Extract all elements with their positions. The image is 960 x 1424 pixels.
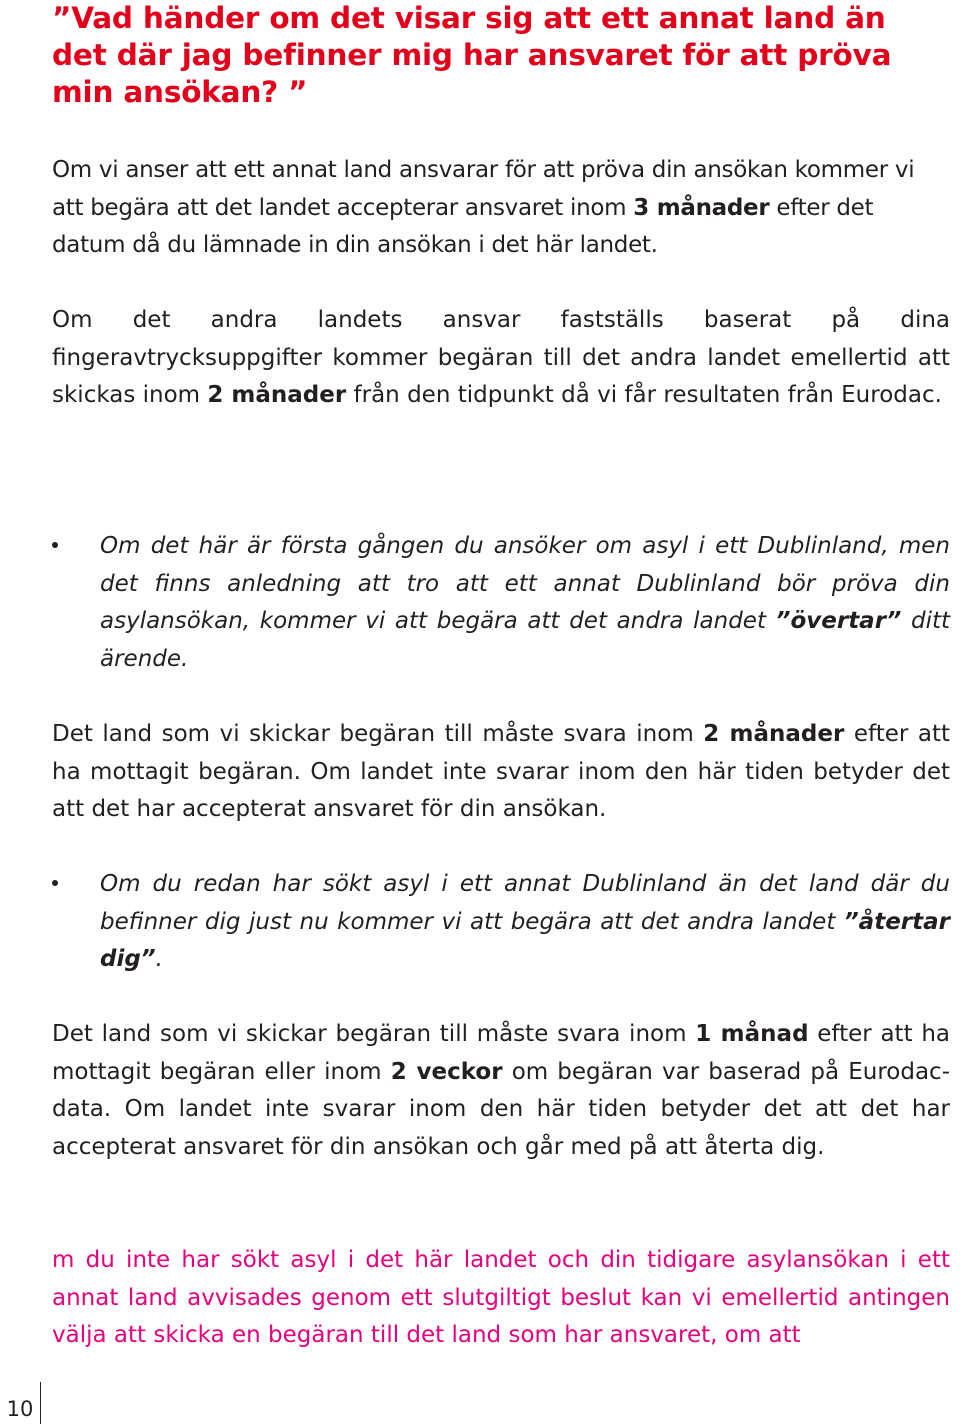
bullet-text (100, 866, 950, 979)
paragraph-rejected-application: m du inte har sökt asyl i det här landet och din tidigare asylansökan i ett annat land avvisades genom ett slutgiltigt beslut kan vi emellertid antingen välja att skicka en begäran till det land som har ansvaret, om att (52, 1247, 950, 1348)
bullet-dot (52, 880, 58, 886)
term-emphasis: ”återtar dig” (100, 908, 950, 972)
paragraph-text: Om det andra landets ansvar fastställs baserat på dina fingeravtrycksuppgifter kommer begäran till det andra landet emellertid att skickas inom (52, 307, 950, 408)
paragraph-text: efter att ha mottagit begäran eller inom (52, 1021, 951, 1085)
bullet-text-part: ditt ärende. (100, 608, 950, 672)
paragraph-text: Det land som vi skickar begäran till måste svara inom (52, 1021, 696, 1047)
bullet-text-part: Om det här är första gången du ansöker om asyl i ett Dublinland, men det finns anledning att tro att ett annat Dublinland bör pröva din asylansökan, kommer vi att begära att det andra landet (100, 533, 950, 634)
bullet-text-part: . (155, 946, 163, 972)
section-heading: ”Vad händer om det visar sig att ett annat land än det där jag befinner mig har ansvaret för att pröva min ansökan? ” (52, 1, 892, 109)
deadline-emphasis: 2 månader (207, 382, 347, 408)
bullet-dot (52, 542, 58, 548)
deadline-emphasis: 1 månad (695, 1021, 809, 1047)
paragraph-text: Det land som vi skickar begäran till måste svara inom (52, 721, 704, 747)
paragraph-text: om begäran var baserad på Eurodac-data. Om landet inte svarar inom den här tiden betyder det att det har accepterat ansvaret för din ansökan och går med på att återta dig. (52, 1058, 950, 1160)
bullet-text (100, 528, 950, 678)
paragraph-text: Om vi anser att ett annat land ansvarar för att pröva din ansökan kommer vi att begära att det landet accepterar ansvaret inom (52, 157, 915, 221)
paragraph-text: från den tidpunkt då vi får resultaten från Eurodac. (346, 382, 942, 408)
paragraph-text: efter att ha mottagit begäran. Om landet inte svarar inom den här tiden betyder det att det har accepterat ansvaret för din ansökan. (52, 721, 950, 822)
deadline-emphasis: 2 veckor (390, 1058, 503, 1085)
paragraph-request-timeframe (52, 152, 950, 265)
paragraph-fingerprint-timeframe (52, 302, 950, 415)
deadline-emphasis: 3 månader (633, 194, 770, 221)
term-emphasis: ”övertar” (775, 608, 902, 634)
page-number-divider (40, 1382, 41, 1424)
paragraph-text: efter det datum då du lämnade in din ansökan i det här landet. (52, 194, 874, 258)
paragraph-take-back-deadline (52, 1016, 950, 1166)
paragraph-reply-deadline (52, 716, 950, 829)
page-number: 10 (6, 1397, 34, 1421)
deadline-emphasis: 2 månader (703, 721, 845, 747)
bullet-text-part: Om du redan har sökt asyl i ett annat Dublinland än det land där du befinner dig just nu kommer vi att begära att det andra landet (100, 871, 950, 935)
